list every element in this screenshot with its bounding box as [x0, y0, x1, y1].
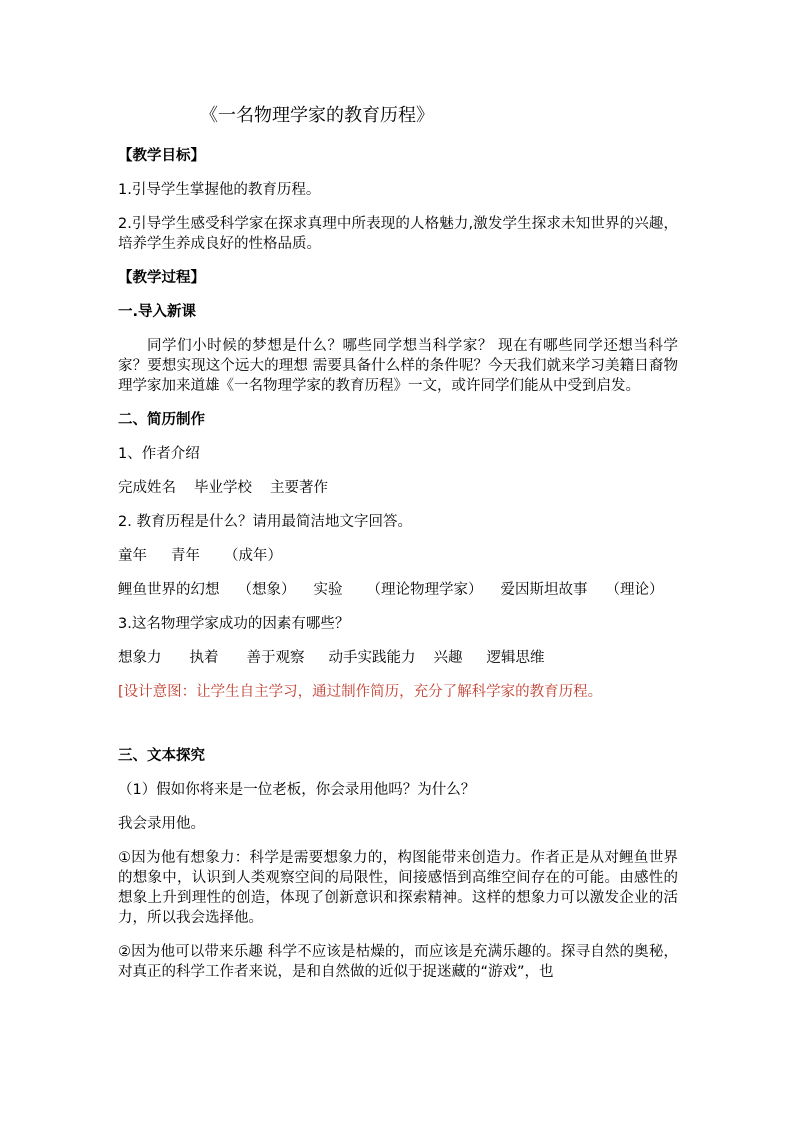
stage-detail-6: （理论） — [605, 582, 664, 598]
factors-line — [118, 648, 678, 668]
item-1: 1、作者介绍 — [118, 446, 200, 462]
stages-line — [118, 546, 678, 566]
factor-5: 兴趣 — [433, 650, 463, 666]
document-body — [118, 100, 678, 996]
section-1-paragraph: 同学们小时候的梦想是什么？哪些同学想当科学家？ 现在有哪些同学还想当科学家？要想实现这个远大的理想 需要具备什么样的条件呢？今天我们就来学习美籍日裔物 理学家加来道雄《一名物理学家的教育历程》一文，或许同学们能从中受到启发。 — [118, 338, 678, 394]
factor-2: 执着 — [189, 650, 219, 666]
teaching-goals-heading: 【教学目标】 — [118, 148, 205, 164]
stage-detail-4: （理论物理学家） — [366, 582, 483, 598]
blank-line — [118, 716, 678, 746]
section-3-heading: 三、文本探究 — [118, 748, 205, 764]
reason-1: ①因为他有想象力：科学是需要想象力的，构图能带来创造力。作者正是从对鲤鱼世界的想象中，认识到人类观察空间的局限性，间接感悟到高维空间存在的可能。由感性的想象上升到理性的创造，体现了创新意识和探索精神。这样的想象力可以激发企业的活力，所以我会选择他。 — [118, 850, 678, 926]
factor-3: 善于观察 — [246, 650, 305, 666]
design-intent: [设计意图：让学生自主学习，通过制作简历，充分了解科学家的教育历程。 — [118, 684, 603, 700]
stage-detail-1: 鲤鱼世界的幻想 — [118, 582, 220, 598]
resume-field-name: 完成姓名 — [118, 480, 176, 496]
teaching-process-heading: 【教学过程】 — [118, 270, 205, 286]
section-1-heading: 一.导入新课 — [118, 304, 197, 320]
stage-adult: （成年） — [224, 548, 282, 564]
stage-childhood: 童年 — [118, 548, 147, 564]
stage-detail-5: 爱因斯坦故事 — [500, 582, 588, 598]
goal-1: 1.引导学生掌握他的教育历程。 — [118, 182, 321, 198]
item-3: 3.这名物理学家成功的因素有哪些？ — [118, 616, 350, 632]
goal-2: 2.引导学生感受科学家在探求真理中所表现的人格魅力,激发学生探求未知世界的兴趣，培养学生养成良好的性格品质。 — [118, 216, 678, 252]
reason-2: ②因为他可以带来乐趣 科学不应该是枯燥的，而应该是充满乐趣的。探寻自然的奥秘，对真正的科学工作者来说，是和自然做的近似于捉迷藏的“游戏”，也 — [118, 944, 678, 980]
answer-intro: 我会录用他。 — [118, 816, 205, 832]
item-2: 2. 教育历程是什么？请用最简洁地文字回答。 — [118, 514, 412, 530]
page-title: 《一名物理学家的教育历程》 — [200, 105, 434, 126]
resume-field-school: 毕业学校 — [194, 480, 252, 496]
resume-field-works: 主要著作 — [270, 480, 328, 496]
factor-4: 动手实践能力 — [328, 650, 416, 666]
factor-1: 想象力 — [118, 650, 162, 666]
stage-youth: 青年 — [171, 548, 200, 564]
stage-details-line — [118, 580, 678, 600]
stage-detail-3: 实验 — [313, 582, 343, 598]
stage-detail-2: （想象） — [237, 582, 296, 598]
section-2-heading: 二、简历制作 — [118, 412, 205, 428]
question-1: （1）假如你将来是一位老板，你会录用他吗？为什么？ — [118, 782, 476, 798]
factor-6: 逻辑思维 — [486, 650, 545, 666]
resume-fields-line — [118, 478, 678, 498]
